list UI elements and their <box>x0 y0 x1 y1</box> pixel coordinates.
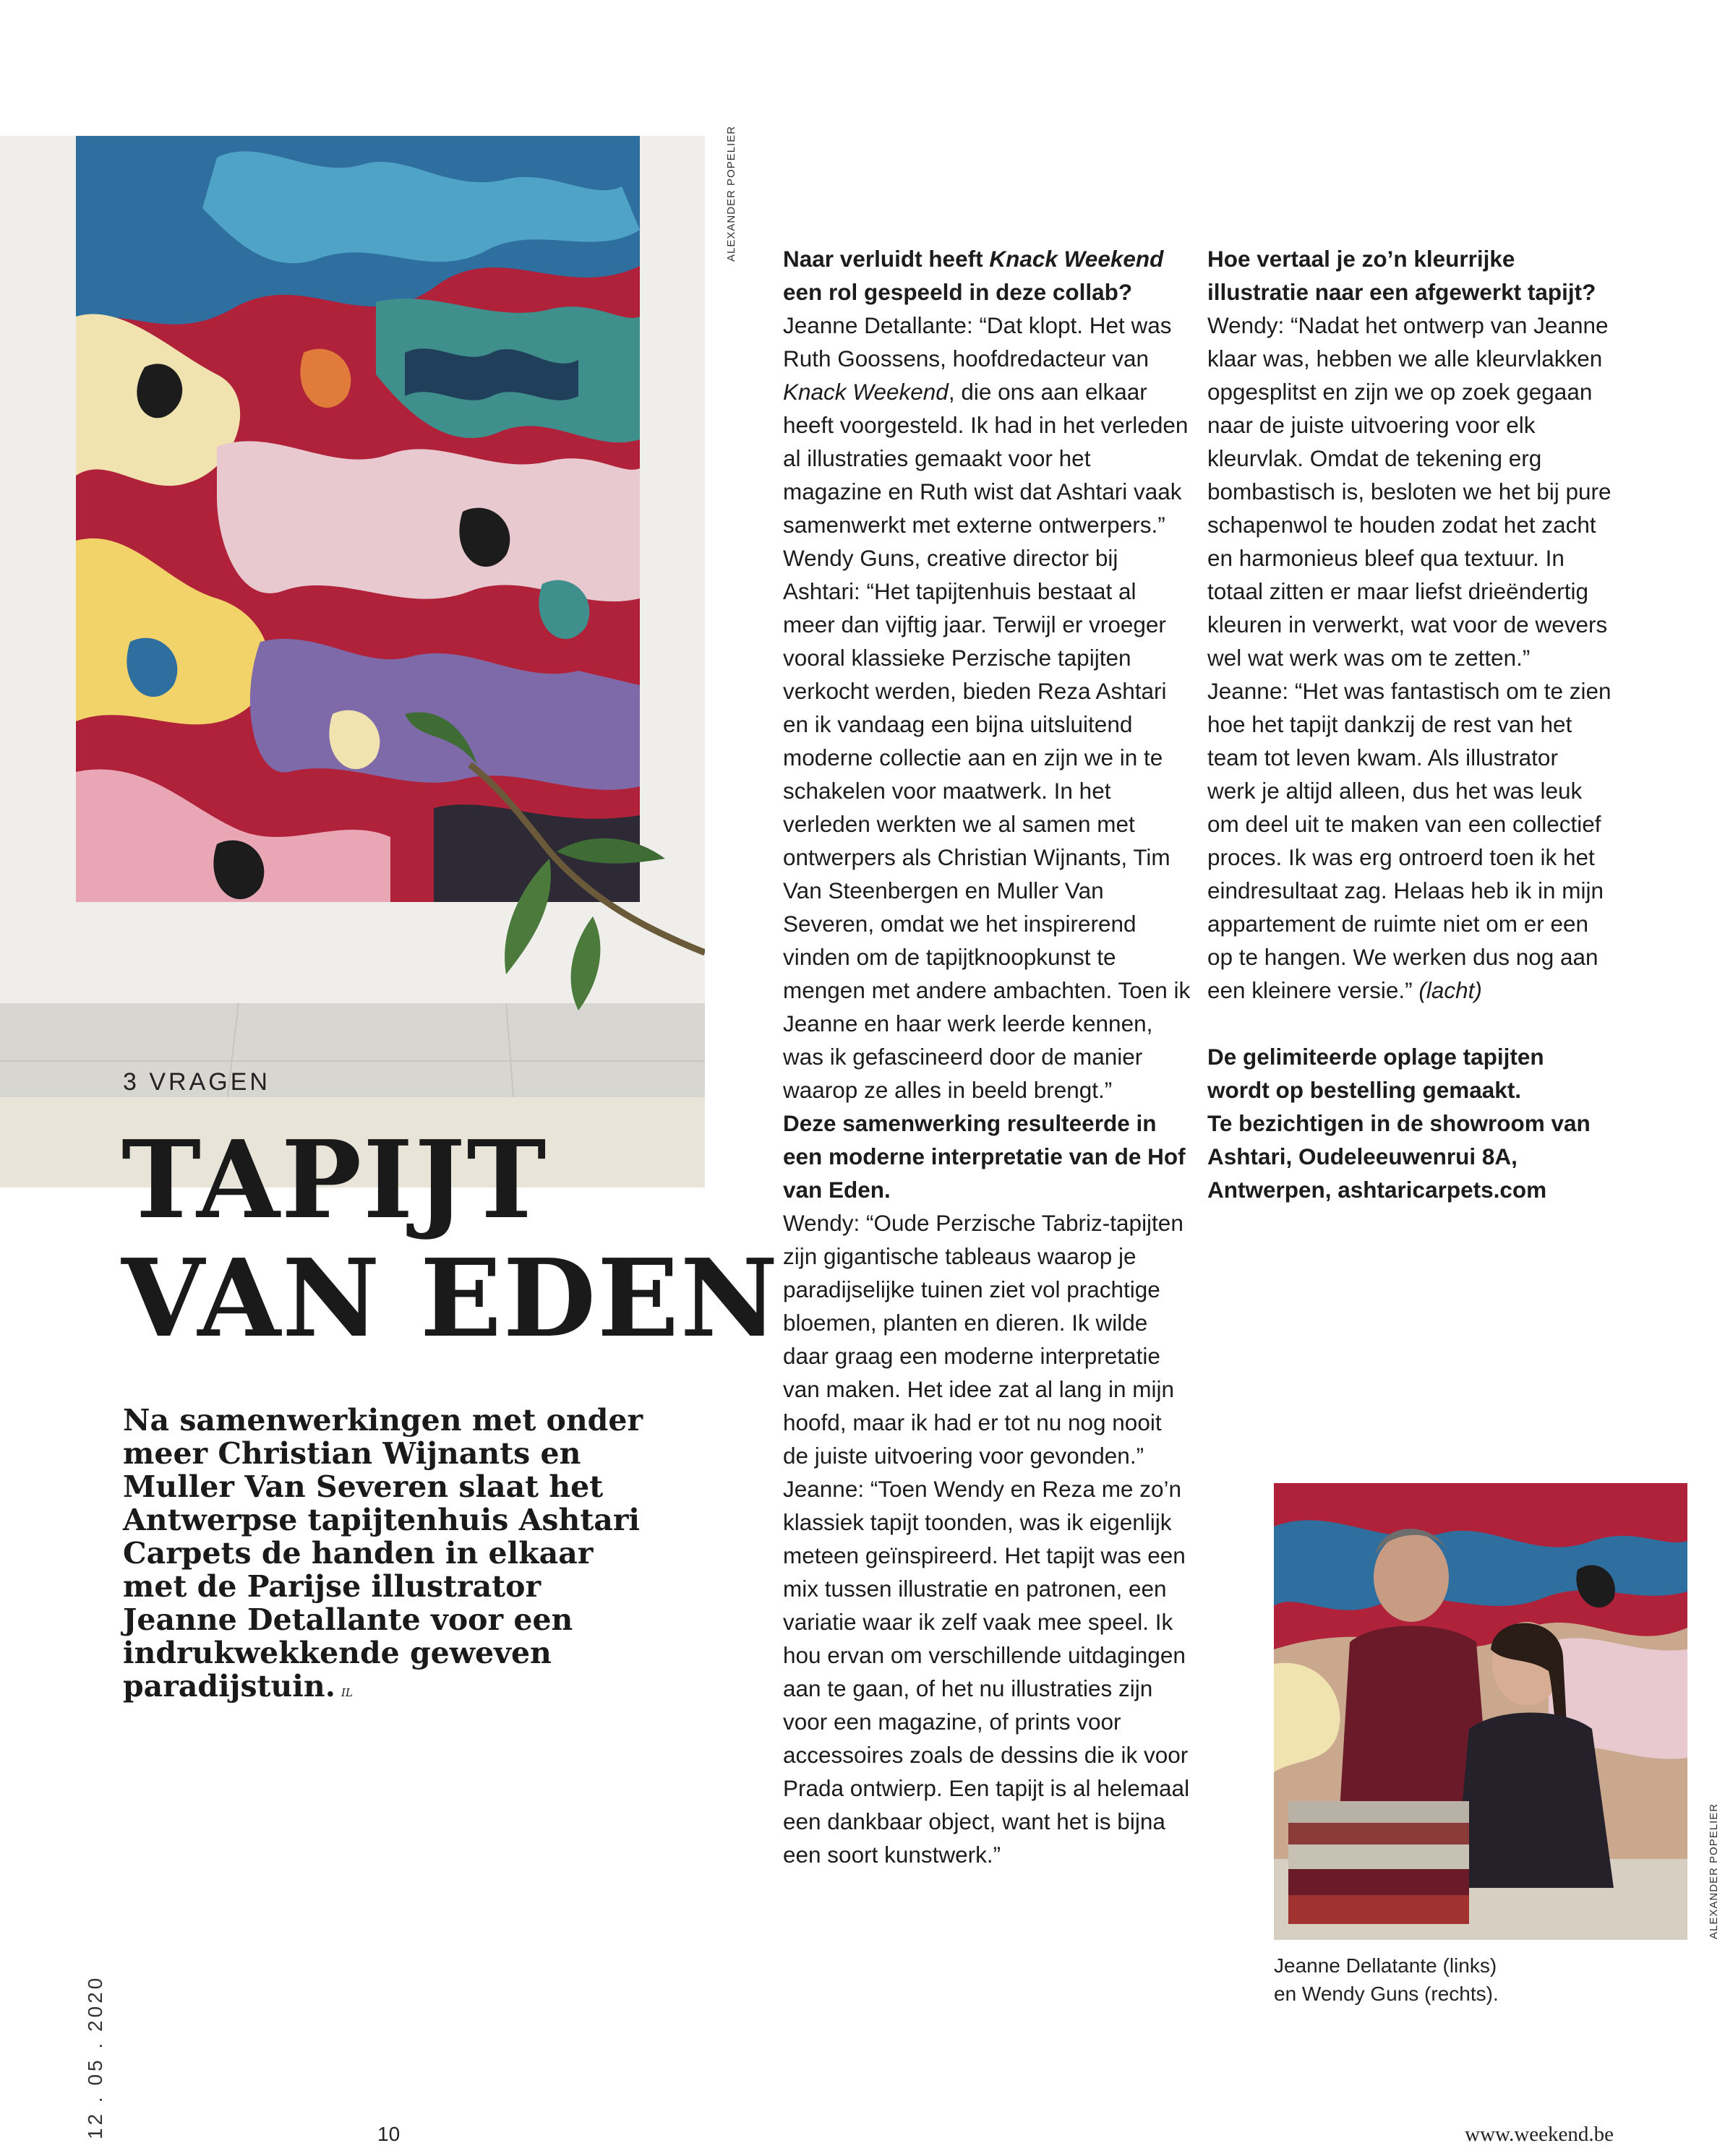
article-column-2 <box>1207 242 1612 1206</box>
rug-illustration <box>0 136 705 1187</box>
answer-paragraph: Jeanne Detallante: “Dat klopt. Het was Ruth Goossens, hoofdredacteur van Knack Weekend, die ons aan elkaar heeft voorgesteld. Ik had in het verleden al illustraties gemaakt voor het magazine en Ruth wist dat Ashtari vaak samenwerkt met externe ontwerpers.” <box>783 312 1189 538</box>
portrait-photo-credit: ALEXANDER POPELIER <box>1708 1803 1720 1939</box>
issue-date: 12 . 05 . 2020 <box>84 1975 106 2139</box>
title-line-2: VAN EDEN <box>121 1235 780 1361</box>
portrait-illustration <box>1274 1483 1687 1940</box>
page-number: 10 <box>377 2123 401 2145</box>
answer-paragraph: Wendy Guns, creative director bij Ashtari: “Het tapijtenhuis bestaat al meer dan vijftig jaar. Terwijl er vroeger vooral klassieke Perzische tapijten verkocht werden, bieden Reza Ashtari en ik vandaag een bijna uitsluitend moderne collectie aan en zijn we in te schakelen voor maatwerk. In het verleden werkten we al samen met ontwerpers als Christian Wijnants, Tim Van Steenbergen en Muller Van Severen, omdat we het inspirerend vinden om de tapijtknoopkunst te mengen met andere ambachten. Toen ik Jeanne en haar werk leerde kennen, was ik gefascineerd door de manier waarop ze alles in beeld brengt.” <box>783 545 1191 1103</box>
closing-note: De gelimiteerde oplage tapijten wordt op bestelling gemaakt. <box>1207 1044 1544 1103</box>
answer-paragraph: Wendy: “Nadat het ontwerp van Jeanne klaar was, hebben we alle kleurvlakken opgesplitst en zijn we op zoek gegaan naar de juiste uitvoering voor elk kleurvlak. Omdat de tekening erg bombastisch is, besloten we het bij pure schapenwol te houden zodat het zacht en harmonieus bleef qua textuur. In totaal zitten er maar liefst drieëndertig kleuren in verwerkt, wat voor de wevers wel wat werk was om te zetten.” <box>1207 312 1611 671</box>
answer-paragraph: Wendy: “Oude Perzische Tabriz-tapijten zijn gigantische tableaus waarop je paradijselijke tuinen ziet vol prachtige bloemen, planten en dieren. Ik wilde daar graag een moderne interpretatie van maken. Het idee zat al lang in mijn hoofd, maar ik had er tot nu nog nooit de juiste uitvoering voor gevonden.” <box>783 1210 1183 1469</box>
title-line-1: TAPIJT <box>121 1117 548 1242</box>
portrait-photo <box>1274 1483 1687 1940</box>
photo-caption: Jeanne Dellatante (links) en Wendy Guns (rechts). <box>1274 1954 1499 2005</box>
magazine-name: Knack Weekend <box>783 379 949 405</box>
website-link[interactable]: www.weekend.be <box>1465 2123 1614 2146</box>
section-kicker: 3 VRAGEN <box>123 1068 270 1096</box>
answer-paragraph: Jeanne: “Toen Wendy en Reza me zo’n klassiek tapijt toonden, was ik eigenlijk meteen geïnspireerd. Het tapijt was een mix tussen illustratie en patronen, een variatie waar ik zelf vaak mee speel. Ik hou ervan om verschillende uitdagingen aan te gaan, of het nu illustraties zijn voor een magazine, of prints voor accessoires zoals de dessins die ik voor Prada ontwierp. Een tapijt is al helemaal een dankbaar object, want het is bijna een soort kunstwerk.” <box>783 1476 1190 1868</box>
answer-paragraph: Jeanne: “Het was fantastisch om te zien hoe het tapijt dankzij de rest van het team tot leven kwam. Als illustrator werk je altijd alleen, dus het was leuk om deel uit te maken van een collectief proces. Ik was erg ontroerd toen ik het eindresultaat zag. Helaas heb ik in mijn appartement de ruimte niet om er een op te hangen. We werken dus nog aan een kleinere versie.” (lacht) <box>1207 678 1611 1003</box>
hero-photo <box>0 136 705 1187</box>
article-column-1 <box>783 242 1191 1871</box>
magazine-name: Knack Weekend <box>989 246 1164 272</box>
question-2: Deze samenwerking resulteerde in een moderne interpretatie van de Hof van Eden. <box>783 1110 1186 1203</box>
page-title <box>121 1117 780 1361</box>
author-initials: IL <box>341 1686 353 1699</box>
hero-photo-credit: ALEXANDER POPELIER <box>725 125 737 262</box>
aside-note: (lacht) <box>1412 977 1482 1003</box>
question-1: Naar verluidt heeft Knack Weekend een rol gespeeld in deze collab? <box>783 246 1164 305</box>
showroom-info: Te bezichtigen in de showroom van Ashtari, Oudeleeuwenrui 8A, Antwerpen, ashtaricarpets.com <box>1207 1110 1591 1203</box>
question-3: Hoe vertaal je zo’n kleurrijke illustratie naar een afgewerkt tapijt? <box>1207 246 1596 305</box>
intro-paragraph <box>123 1404 643 1709</box>
intro-text: Na samenwerkingen met onder meer Christian Wijnants en Muller Van Severen slaat het Antwerpse tapijtenhuis Ashtari Carpets de handen in elkaar met de Parijse illustrator Jeanne Detallante voor een indrukwekkende geweven paradijstuin. <box>123 1403 643 1704</box>
